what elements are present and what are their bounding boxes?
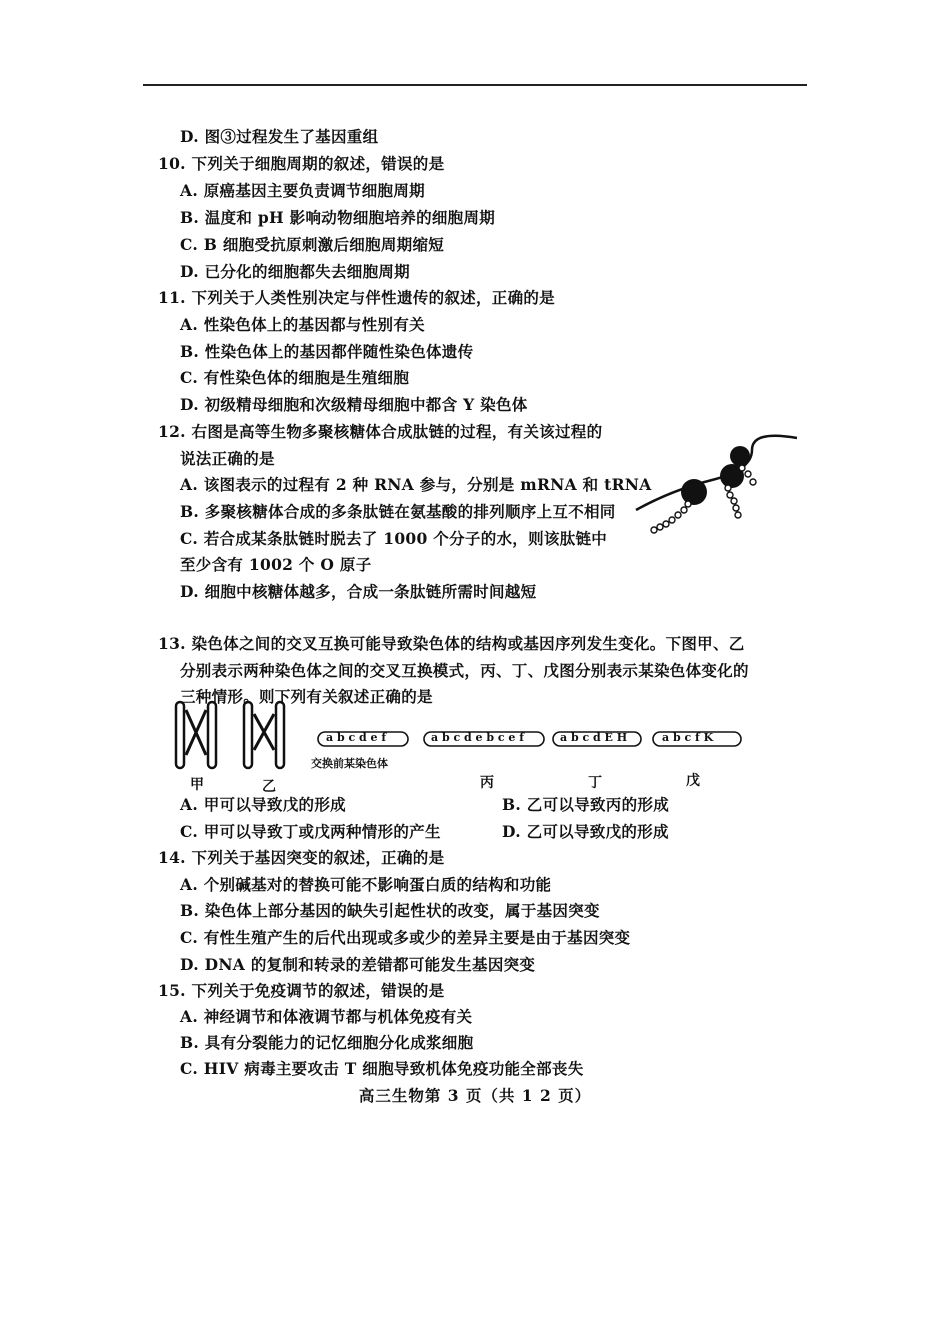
chromosome-ding-genes: a b c d E H (560, 731, 628, 744)
q11-option-b: B. 性染色体上的基因都伴随性染色体遗传 (180, 342, 474, 361)
q12-option-b: B. 多聚核糖体合成的多条肽链在氨基酸的排列顺序上互不相同 (180, 502, 616, 521)
q11-option-d: D. 初级精母细胞和次级精母细胞中都含 Y 染色体 (180, 395, 528, 414)
label-jia: 甲 (190, 777, 204, 793)
q13-option-c: C. 甲可以导致丁或戊两种情形的产生 (180, 822, 441, 841)
polyribosome-figure (632, 430, 802, 540)
chromosome-wu-genes: a b c f K (662, 731, 714, 744)
q15-option-b: B. 具有分裂能力的记忆细胞分化成浆细胞 (180, 1033, 474, 1052)
q13-stem: 13. 染色体之间的交叉互换可能导致染色体的结构或基因序列发生变化。下图甲、乙 (158, 634, 745, 653)
chromosome-bing-genes: a b c d e b c e f (431, 731, 524, 744)
q14-option-d: D. DNA 的复制和转录的差错都可能发生基因突变 (180, 955, 536, 974)
q14-option-a: A. 个别碱基对的替换可能不影响蛋白质的结构和功能 (180, 875, 552, 894)
q12-option-a: A. 该图表示的过程有 2 种 RNA 参与，分别是 mRNA 和 tRNA (180, 475, 652, 494)
q10-option-a: A. 原癌基因主要负责调节细胞周期 (180, 181, 425, 200)
label-bing: 丙 (480, 775, 494, 791)
label-wu: 戊 (686, 773, 700, 789)
crossover-jia-figure (172, 700, 222, 770)
q10-option-b: B. 温度和 pH 影响动物细胞培养的细胞周期 (180, 208, 496, 227)
label-yi: 乙 (262, 779, 276, 795)
q12-stem: 12. 右图是高等生物多聚核糖体合成肽链的过程，有关该过程的 (158, 422, 603, 441)
q13-option-d: D. 乙可以导致戊的形成 (502, 822, 669, 841)
q12-option-c: C. 若合成某条肽链时脱去了 1000 个分子的水，则该肽链中 (180, 529, 608, 548)
q15-option-a: A. 神经调节和体液调节都与机体免疫有关 (180, 1007, 473, 1026)
q15-option-c: C. HIV 病毒主要攻击 T 细胞导致机体免疫功能全部丧失 (180, 1059, 584, 1078)
q14-option-c: C. 有性生殖产生的后代出现或多或少的差异主要是由于基因突变 (180, 928, 631, 947)
q12-stem-cont: 说法正确的是 (180, 449, 275, 468)
q13-stem-cont-2: 三种情形。则下列有关叙述正确的是 (180, 687, 433, 706)
q9-option-d: D. 图③过程发生了基因重组 (180, 127, 379, 146)
crossover-yi-figure (240, 700, 290, 770)
q10-stem: 10. 下列关于细胞周期的叙述，错误的是 (158, 154, 445, 173)
q13-option-b: B. 乙可以导致丙的形成 (502, 795, 669, 814)
header-rule (143, 84, 807, 86)
q11-option-c: C. 有性染色体的细胞是生殖细胞 (180, 368, 410, 387)
q13-stem-cont-1: 分别表示两种染色体之间的交叉互换模式，丙、丁、戊图分别表示某染色体变化的 (180, 661, 749, 680)
q13-option-a: A. 甲可以导致戊的形成 (180, 795, 346, 814)
q12-option-d: D. 细胞中核糖体越多，合成一条肽链所需时间越短 (180, 582, 537, 601)
q14-option-b: B. 染色体上部分基因的缺失引起性状的改变，属于基因突变 (180, 901, 600, 920)
q11-stem: 11. 下列关于人类性别决定与伴性遗传的叙述，正确的是 (158, 288, 555, 307)
q10-option-c: C. B 细胞受抗原刺激后细胞周期缩短 (180, 235, 445, 254)
q15-stem: 15. 下列关于免疫调节的叙述，错误的是 (158, 981, 445, 1000)
q10-option-d: D. 已分化的细胞都失去细胞周期 (180, 262, 410, 281)
chromosome-before-genes: a b c d e f (326, 731, 387, 744)
page-footer: 高三生物第 3 页（共 1 2 页） (358, 1086, 592, 1105)
figure13-caption: 交换前某染色体 (311, 757, 388, 770)
label-ding: 丁 (588, 775, 602, 791)
q12-option-c-cont: 至少含有 1002 个 O 原子 (180, 555, 372, 574)
q14-stem: 14. 下列关于基因突变的叙述，正确的是 (158, 848, 445, 867)
q11-option-a: A. 性染色体上的基因都与性别有关 (180, 315, 425, 334)
